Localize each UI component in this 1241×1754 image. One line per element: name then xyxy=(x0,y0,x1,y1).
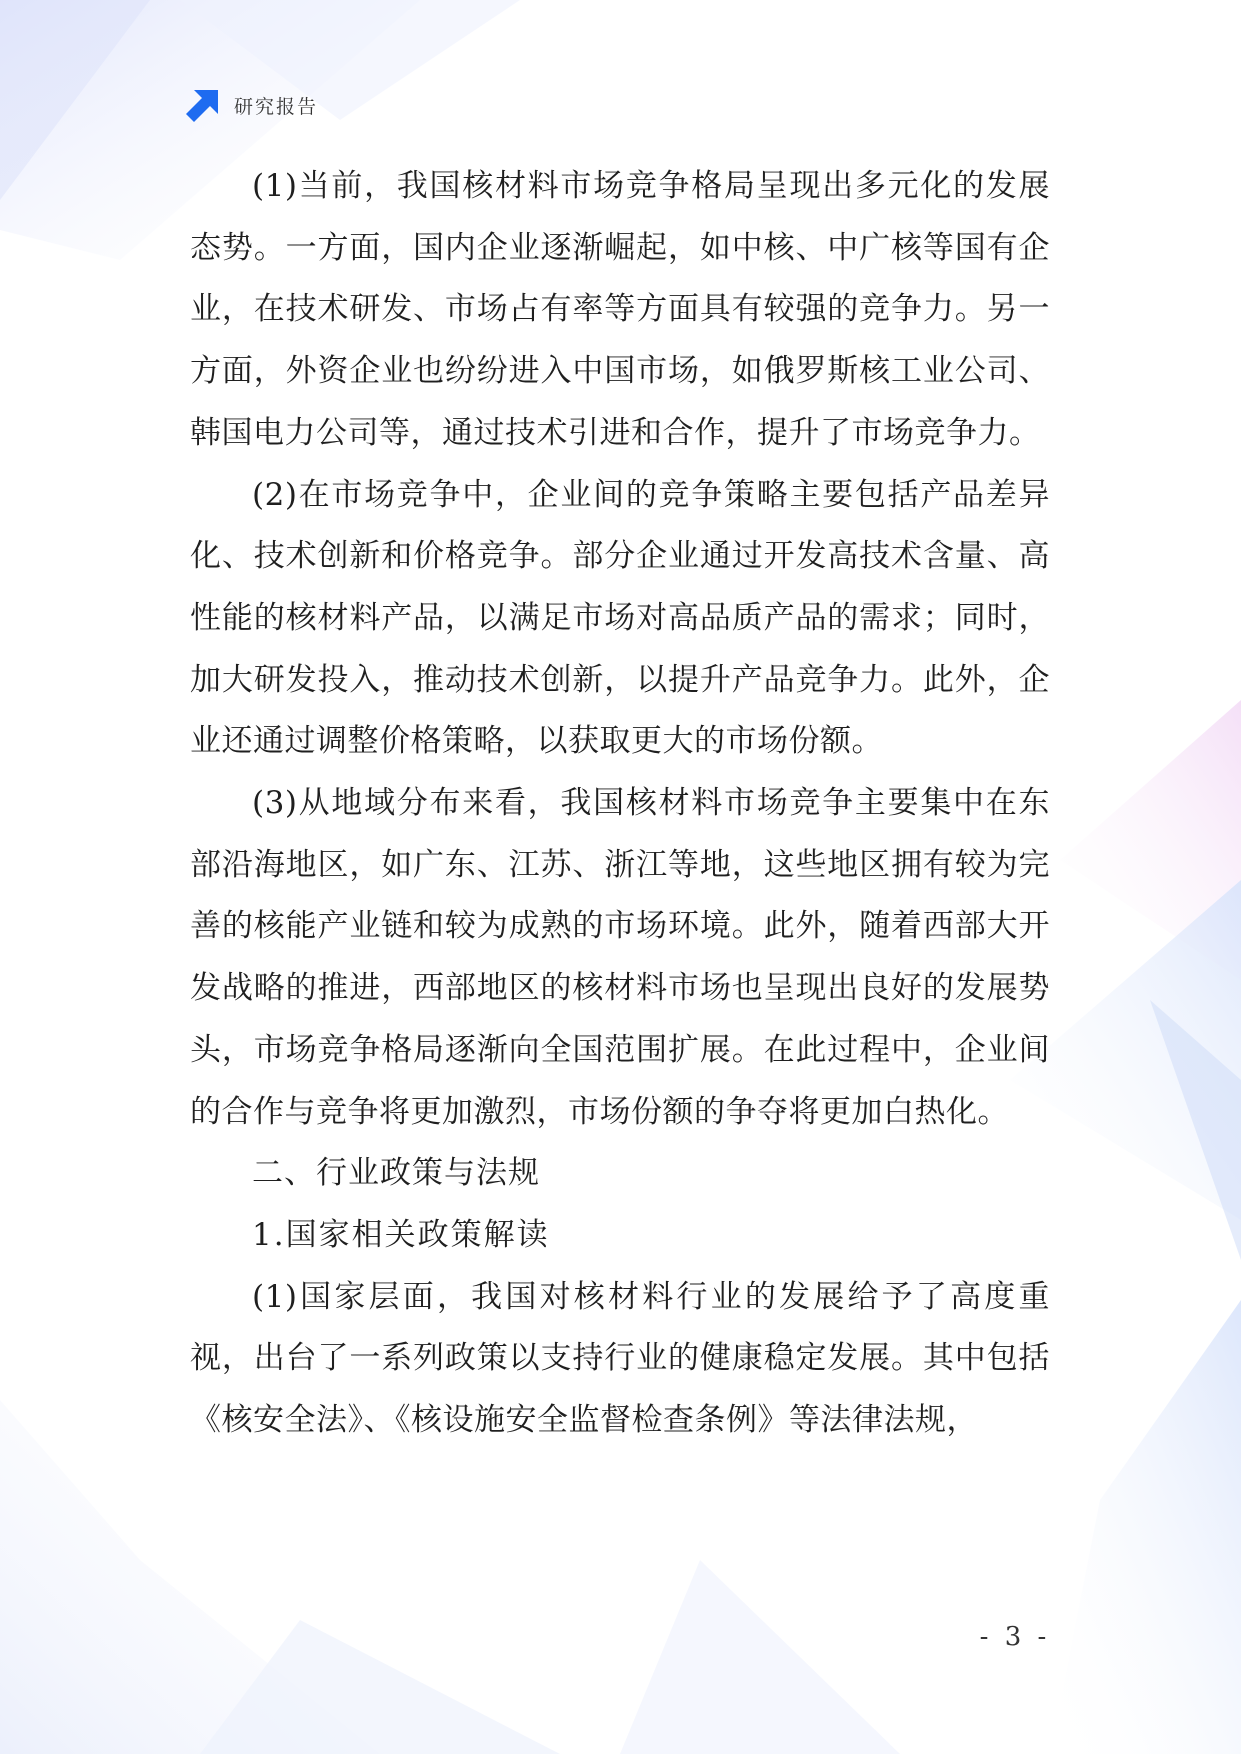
arrow-up-right-icon xyxy=(186,88,220,122)
document-body xyxy=(190,156,1050,1452)
paragraph-4: (1)国家层面，我国对核材料行业的发展给予了高度重视，出台了一系列政策以支持行业的健康稳定发展。其中包括《核安全法》、《核设施安全监督检查条例》等法律法规， xyxy=(190,1278,1050,1439)
page-number: - 3 - xyxy=(979,1622,1051,1652)
paragraph-3: (3)从地域分布来看，我国核材料市场竞争主要集中在东部沿海地区，如广东、江苏、浙江等地，这些地区拥有较为完善的核能产业链和较为成熟的市场环境。此外，随着西部大开发战略的推进，西部地区的核材料市场也呈现出良好的发展势头，市场竞争格局逐渐向全国范围扩展。在此过程中，企业间的合作与竞争将更加激烈，市场份额的争夺将更加白热化。 xyxy=(190,785,1050,1130)
paragraph-1: (1)当前，我国核材料市场竞争格局呈现出多元化的发展态势。一方面，国内企业逐渐崛起，如中核、中广核等国有企业，在技术研发、市场占有率等方面具有较强的竞争力。另一方面，外资企业也纷纷进入中国市场，如俄罗斯核工业公司、韩国电力公司等，通过技术引进和合作，提升了市场竞争力。 xyxy=(190,168,1050,451)
header-title: 研究报告 xyxy=(234,95,319,118)
report-header xyxy=(186,88,318,122)
paragraph-2: (2)在市场竞争中，企业间的竞争策略主要包括产品差异化、技术创新和价格竞争。部分企业通过开发高技术含量、高性能的核材料产品，以满足市场对高品质产品的需求；同时，加大研发投入，推动技术创新，以提升产品竞争力。此外，企业还通过调整价格策略，以获取更大的市场份额。 xyxy=(190,476,1050,760)
subsection-heading: 1.国家相关政策解读 xyxy=(252,1216,550,1253)
section-heading: 二、行业政策与法规 xyxy=(252,1155,540,1192)
